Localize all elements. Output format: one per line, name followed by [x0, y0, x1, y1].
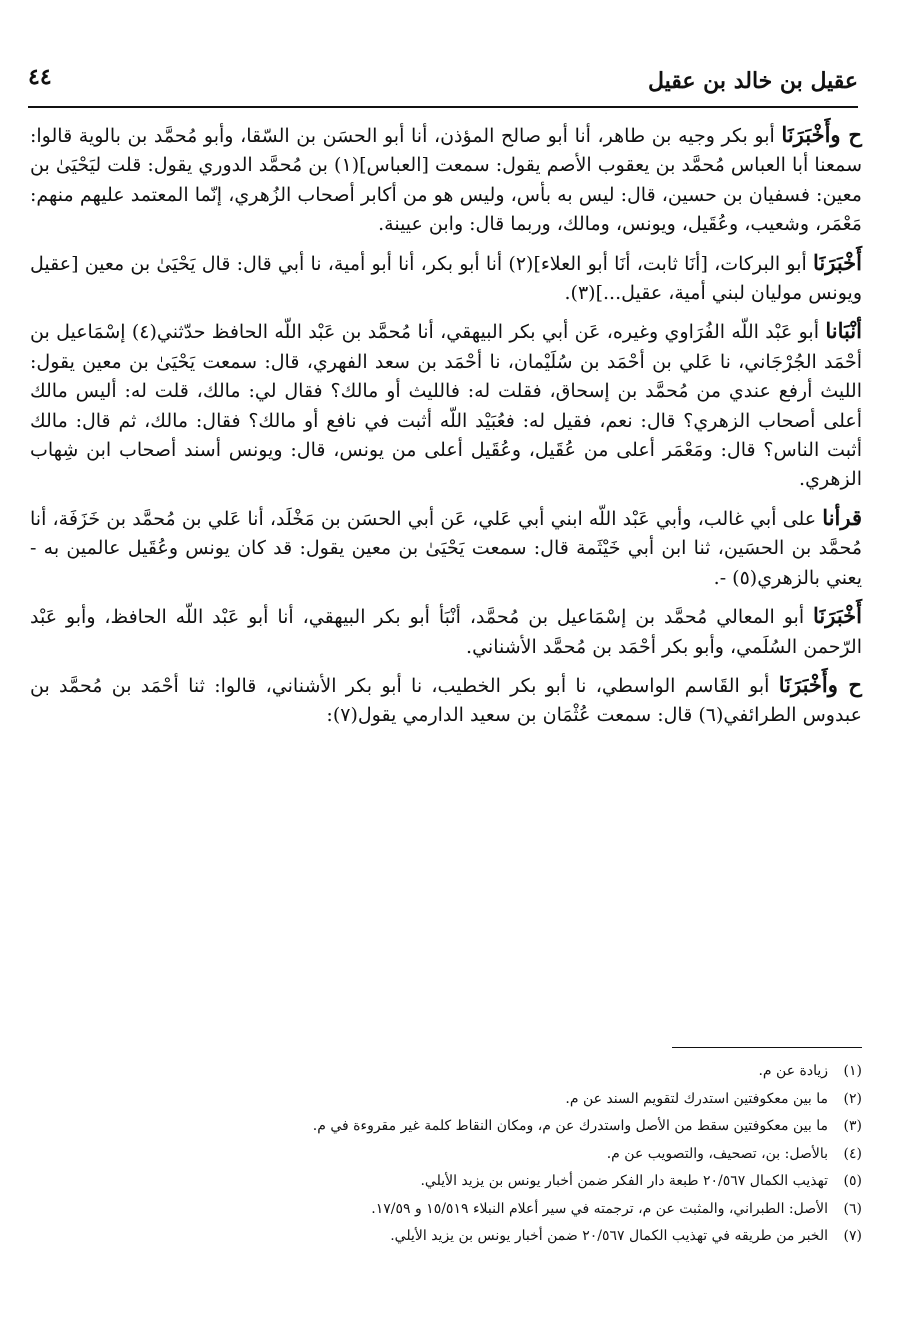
- narration-lead: أَخْبَرَنَا: [813, 249, 862, 275]
- main-text: [30, 120, 862, 739]
- footnote: [40, 1086, 862, 1114]
- footnote-number: (٤): [843, 1145, 862, 1162]
- paragraph: [30, 601, 862, 662]
- footnote-number: (٣): [843, 1118, 862, 1134]
- page-number: ٤٤: [28, 64, 52, 90]
- footnote-number: (٢): [843, 1090, 862, 1107]
- paragraph-text: أبو عَبْد اللّه الفُرَاوي وغيره، عَن أبي بكر البيهقي، أنا مُحمَّد بن عَبْد اللّه الحافظ حدّثني(٤) إسْمَاعيل بن أحْمَد الجُرْجَاني، نا عَلي بن أحْمَد بن سُلَيْمان، نا أحْمَد بن سعد الفهري، قال: سمعت يَحْيَىٰ بن معين يقول: الليث أرفع عندي من مُحمَّد بن إسحاق، فقلت له: فالليث أو مالك؟ فقال لي: مالك، قلت له: أليس مالك أعلى أصحاب الزهري؟ قال: نعم، فقيل له: فعُبَيْد اللّه أثبت في نافع أو مالك؟ فقال: مالك، ثم قال: مالك أثبت الناس؟ قال: ومَعْمَر أعلى من عُقَيل، وعُقَيل أعلى من يونس، قال: ويونس أسند أصحاب ابن شِهاب الزهري.: [30, 321, 863, 491]
- footnote-number: (٧): [843, 1228, 862, 1244]
- footnote: [40, 1168, 862, 1196]
- footnote-text: ما بين معكوفتين سقط من الأصل واستدرك عن م، ومكان النقاط كلمة غير مقروءة في م.: [312, 1118, 828, 1134]
- footnote: [40, 1058, 862, 1086]
- footnote: [40, 1223, 862, 1251]
- narration-lead: ح وأَخْبَرَنَا: [778, 671, 862, 697]
- footnote-number: (٥): [843, 1173, 862, 1189]
- paragraph-text: أبو المعالي مُحمَّد بن إسْمَاعيل بن مُحمَّد، أنْبَأ أبو بكر البيهقي، أنا أبو عَبْد اللّه الحافظ، وأبو عَبْد الرّحمن السُلَمي، وأبو بكر أحْمَد بن مُحمَّد الأشناني.: [30, 606, 862, 658]
- footnotes: [40, 1058, 862, 1251]
- paragraph-text: على أبي غالب، وأبي عَبْد اللّه ابني أبي عَلي، عَن أبي الحسَن بن مَخْلَد، أنا عَلي بن مُحمَّد بن خَزَفَة، أنا مُحمَّد بن الحسَين، ثنا ابن أبي خَيْثَمة قال: سمعت يَحْيَىٰ بن معين يقول: قد كان يونس وعُقَيل عالمين به - يعني بالزهري(٥) -.: [30, 507, 862, 589]
- footnote-divider: [672, 1047, 862, 1048]
- paragraph: [30, 248, 862, 309]
- paragraph-text: أبو القَاسم الواسطي، نا أبو بكر الخطيب، نا أبو بكر الأشناني، قالوا: ثنا أحْمَد بن مُحمَّد بن عبدوس الطرائفي(٦) قال: سمعت عُثْمَان بن سعيد الدارمي يقول(٧):: [30, 674, 862, 727]
- paragraph: [30, 316, 862, 494]
- footnote-text: زيادة عن م.: [758, 1063, 828, 1079]
- paragraph: [30, 670, 862, 731]
- footnote: [40, 1196, 862, 1224]
- narration-lead: قرأنا: [822, 504, 862, 530]
- paragraph: [30, 503, 862, 593]
- page-header: [28, 52, 858, 108]
- paragraph-text: أبو بكر وجيه بن طاهر، أنا أبو صالح المؤذن، أنا أبو الحسَن بن السّقا، وأبو مُحمَّد بن بالوية قالوا: سمعنا أبا العباس مُحمَّد بن يعقوب الأصم يقول: سمعت [العباس](١) بن مُحمَّد الدوري يقول: قلت ليَحْيَىٰ بن معين: فسفيان بن حسين، قال: ليس به بأس، وليس هو من أكابر أصحاب الزُهري، إنّما المعتمد عليهم منهم: مَعْمَر، وشعيب، وعُقَيل، ويونس، ومالك، وربما قال: وابن عيينة.: [30, 125, 862, 236]
- footnote-text: الأصل: الطبراني، والمثبت عن م، ترجمته في سير أعلام النبلاء ١٥/٥١٩ و ١٧/٥٩.: [371, 1200, 828, 1217]
- running-title: عقيل بن خالد بن عقيل: [647, 68, 858, 94]
- footnote-text: ما بين معكوفتين استدرك لتقويم السند عن م.: [565, 1090, 828, 1107]
- footnote: [40, 1141, 862, 1169]
- narration-lead: أنْبَانا: [825, 318, 862, 344]
- footnote-number: (١): [843, 1063, 862, 1079]
- footnote-text: بالأصل: بن، تصحيف، والتصويب عن م.: [606, 1145, 828, 1162]
- paragraph-text: أبو البركات، [أنَا ثابت، أنَا أبو العلاء](٢) أنا أبو بكر، أنا أبو أمية، نا أبي قال: قال يَحْيَىٰ بن معين [عقيل ويونس موليان لبني أمية، عقيل...](٣).: [30, 252, 862, 305]
- narration-lead: أَخْبَرَنَا: [813, 603, 862, 629]
- footnote-text: الخبر من طريقه في تهذيب الكمال ٢٠/٥٦٧ ضمن أخبار يونس بن يزيد الأيلي.: [390, 1228, 828, 1244]
- narration-lead: ح وأَخْبَرَنَا: [781, 122, 862, 147]
- paragraph: [30, 120, 862, 240]
- footnote: [40, 1113, 862, 1141]
- footnote-text: تهذيب الكمال ٢٠/٥٦٧ طبعة دار الفكر ضمن أخبار يونس بن يزيد الأيلي.: [420, 1173, 828, 1189]
- footnote-number: (٦): [843, 1200, 862, 1217]
